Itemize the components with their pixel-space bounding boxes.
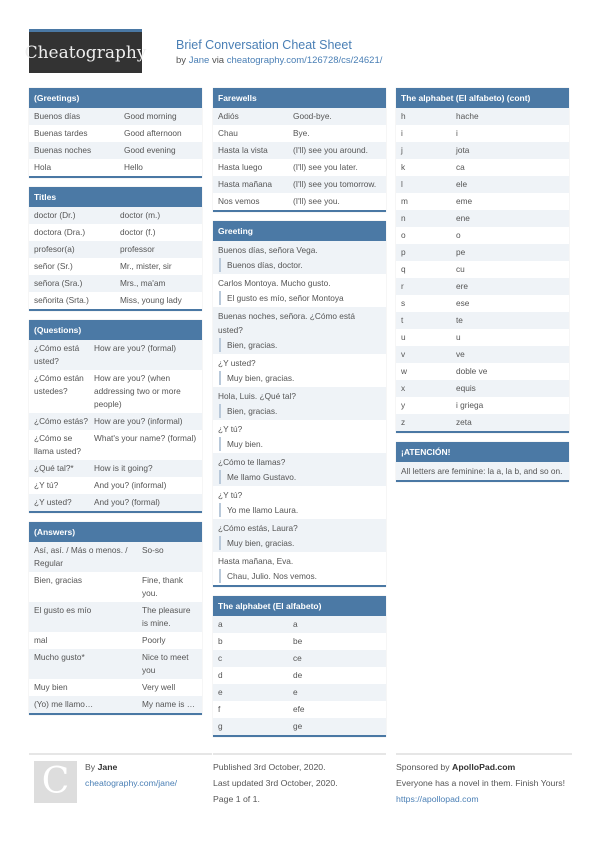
- translation: eme: [456, 196, 473, 206]
- table-row: [29, 370, 202, 413]
- term: b: [218, 636, 223, 646]
- dialog-item: [213, 307, 386, 354]
- table-row: [29, 241, 202, 258]
- table-row: [29, 679, 202, 696]
- table-row: [396, 142, 569, 159]
- term: Buenas noches: [34, 145, 92, 155]
- table-row: [29, 108, 202, 125]
- term: profesor(a): [34, 244, 75, 254]
- dialog-line: ¿Cómo estás, Laura?: [218, 523, 298, 533]
- dialog-line: Buenos días, señora Vega.: [218, 245, 318, 255]
- section-header: Titles: [29, 187, 202, 207]
- table-row: [213, 159, 386, 176]
- dialog-reply: Bien, gracias.: [219, 338, 381, 352]
- table-row: [29, 207, 202, 224]
- dialog-reply: Muy bien, gracias.: [219, 371, 381, 385]
- term: i: [401, 128, 403, 138]
- term: s: [401, 298, 406, 308]
- translation: Very well: [142, 682, 176, 692]
- dialog-reply: Yo me llamo Laura.: [219, 503, 381, 517]
- table-row: [396, 363, 569, 380]
- term: ¿Cómo se llama usted?: [34, 433, 82, 456]
- table-row: [396, 227, 569, 244]
- translation: o: [456, 230, 461, 240]
- page-title: Brief Conversation Cheat Sheet: [176, 38, 352, 52]
- by-label: By: [85, 762, 96, 772]
- translation: de: [293, 670, 303, 680]
- table-row: [213, 142, 386, 159]
- table-row: [396, 295, 569, 312]
- dialog-reply: Bien, gracias.: [219, 404, 381, 418]
- table-row: [29, 258, 202, 275]
- term: f: [218, 704, 221, 714]
- table-row: [396, 397, 569, 414]
- sponsor-tagline: Everyone has a novel in them. Finish Yours!: [396, 778, 566, 789]
- footer-author: [29, 753, 212, 802]
- term: g: [218, 721, 223, 731]
- column-1: [29, 88, 202, 724]
- table-row: [396, 414, 569, 431]
- term: t: [401, 315, 404, 325]
- cheat-section: [396, 88, 569, 433]
- translation: equis: [456, 383, 476, 393]
- table-row: [396, 244, 569, 261]
- table-row: [396, 210, 569, 227]
- table-row: [29, 649, 202, 679]
- table-row: [29, 460, 202, 477]
- table-row: [29, 159, 202, 176]
- cheat-section: [213, 221, 386, 587]
- table-row: [213, 176, 386, 193]
- cheat-section: [29, 187, 202, 311]
- term: Bien, gracias: [34, 575, 82, 585]
- term: a: [218, 619, 223, 629]
- table-row: [396, 346, 569, 363]
- dialog-item: [213, 241, 386, 274]
- section-header: The alphabet (El alfabeto) (cont): [396, 88, 569, 108]
- translation: be: [293, 636, 303, 646]
- table-row: [29, 142, 202, 159]
- author-profile-link[interactable]: cheatography.com/jane/: [85, 778, 178, 789]
- dialog-item: [213, 354, 386, 387]
- translation: How are you? (formal): [94, 343, 177, 353]
- term: ¿Cómo están ustedes?: [34, 373, 84, 396]
- table-row: [29, 125, 202, 142]
- table-row: [213, 718, 386, 735]
- translation: Mr., mister, sir: [120, 261, 172, 271]
- term: Buenos días: [34, 111, 81, 121]
- translation: professor: [120, 244, 155, 254]
- table-row: [29, 602, 202, 632]
- dialog-line: ¿Y tú?: [218, 424, 243, 434]
- table-row: [29, 572, 202, 602]
- term: Hasta luego: [218, 162, 263, 172]
- table-row: [29, 340, 202, 370]
- dialog-item: [213, 420, 386, 453]
- dialog-item: [213, 387, 386, 420]
- term: doctora (Dra.): [34, 227, 86, 237]
- translation: pe: [456, 247, 466, 257]
- term: h: [401, 111, 406, 121]
- translation: ca: [456, 162, 465, 172]
- translation: ele: [456, 179, 468, 189]
- translation: doctor (f.): [120, 227, 156, 237]
- term: ¿Cómo está usted?: [34, 343, 80, 366]
- translation: ge: [293, 721, 303, 731]
- table-row: [396, 278, 569, 295]
- section-header: (Answers): [29, 522, 202, 542]
- updated-date: Last updated 3rd October, 2020.: [213, 778, 338, 789]
- translation: (I'll) see you tomorrow.: [293, 179, 377, 189]
- dialog-line: ¿Y tú?: [218, 490, 243, 500]
- translation: What's your name? (formal): [94, 433, 197, 443]
- dialog-line: Hasta mañana, Eva.: [218, 556, 294, 566]
- translation: And you? (formal): [94, 497, 160, 507]
- term: ¿Y usted?: [34, 497, 72, 507]
- dialog-reply: Muy bien, gracias.: [219, 536, 381, 550]
- term: o: [401, 230, 406, 240]
- note-text: All letters are feminine: la a, la b, and so on.: [396, 462, 569, 480]
- translation: te: [456, 315, 463, 325]
- term: y: [401, 400, 406, 410]
- term: Chau: [218, 128, 238, 138]
- table-row: [213, 125, 386, 142]
- translation: (I'll) see you.: [293, 196, 340, 206]
- translation: cu: [456, 264, 465, 274]
- dialog-reply: El gusto es mío, señor Montoya: [219, 291, 381, 305]
- term: Muy bien: [34, 682, 68, 692]
- translation: ene: [456, 213, 470, 223]
- term: r: [401, 281, 404, 291]
- table-row: [396, 125, 569, 142]
- table-row: [396, 193, 569, 210]
- term: Nos vemos: [218, 196, 260, 206]
- translation: ere: [456, 281, 468, 291]
- term: Hasta la vista: [218, 145, 268, 155]
- table-row: [213, 650, 386, 667]
- translation: Fine, thank you.: [142, 575, 184, 598]
- table-row: [213, 616, 386, 633]
- term: ¿Y tú?: [34, 480, 59, 490]
- cheat-section: [29, 88, 202, 178]
- via-label: via: [211, 55, 225, 66]
- cheatography-logo[interactable]: Cheatography: [29, 29, 142, 73]
- translation: Good afternoon: [124, 128, 182, 138]
- translation: a: [293, 619, 298, 629]
- term: l: [401, 179, 403, 189]
- footer-dates: [213, 753, 386, 808]
- table-row: [396, 329, 569, 346]
- term: ¿Cómo estás?: [34, 416, 88, 426]
- term: señor (Sr.): [34, 261, 73, 271]
- table-row: [396, 261, 569, 278]
- section-header: (Questions): [29, 320, 202, 340]
- column-2: [213, 88, 386, 746]
- translation: How are you? (when addressing two or more people): [94, 373, 181, 409]
- table-row: [29, 413, 202, 430]
- term: p: [401, 247, 406, 257]
- translation: ese: [456, 298, 470, 308]
- translation: My name is …: [142, 699, 196, 709]
- term: m: [401, 196, 408, 206]
- translation: efe: [293, 704, 305, 714]
- term: Hola: [34, 162, 52, 172]
- translation: And you? (informal): [94, 480, 167, 490]
- table-row: [213, 701, 386, 718]
- translation: jota: [456, 145, 470, 155]
- byline: [176, 55, 382, 66]
- cheat-section: [213, 88, 386, 212]
- column-3: [396, 88, 569, 491]
- dialog-item: [213, 453, 386, 486]
- term: El gusto es mío: [34, 605, 92, 615]
- term: mal: [34, 635, 48, 645]
- table-row: [29, 542, 202, 572]
- dialog-item: [213, 519, 386, 552]
- table-row: [29, 275, 202, 292]
- term: j: [401, 145, 403, 155]
- table-row: [29, 430, 202, 460]
- dialog-item: [213, 552, 386, 585]
- author-name: Jane: [97, 762, 118, 772]
- translation: ve: [456, 349, 465, 359]
- term: z: [401, 417, 406, 427]
- section-header: The alphabet (El alfabeto): [213, 596, 386, 616]
- table-row: [396, 380, 569, 397]
- term: doctor (Dr.): [34, 210, 76, 220]
- translation: Mrs., ma'am: [120, 278, 166, 288]
- table-row: [29, 292, 202, 309]
- table-row: [29, 494, 202, 511]
- author-link[interactable]: Jane: [188, 55, 210, 66]
- term: señorita (Srta.): [34, 295, 89, 305]
- dialog-reply: Buenos días, doctor.: [219, 258, 381, 272]
- term: n: [401, 213, 406, 223]
- term: Hasta mañana: [218, 179, 272, 189]
- term: w: [401, 366, 407, 376]
- table-row: [396, 159, 569, 176]
- translation: zeta: [456, 417, 472, 427]
- published-date: Published 3rd October, 2020.: [213, 762, 326, 772]
- dialog-line: ¿Cómo te llamas?: [218, 457, 286, 467]
- translation: Good-bye.: [293, 111, 332, 121]
- translation: i: [456, 128, 458, 138]
- translation: How is it going?: [94, 463, 153, 473]
- term: (Yo) me llamo…: [34, 699, 94, 709]
- sponsor-link[interactable]: https://apollopad.com: [396, 794, 479, 805]
- table-row: [29, 696, 202, 713]
- table-row: [396, 108, 569, 125]
- sheet-url-link[interactable]: cheatography.com/126728/cs/24621/: [226, 55, 383, 66]
- table-row: [213, 667, 386, 684]
- translation: Poorly: [142, 635, 166, 645]
- table-row: [213, 684, 386, 701]
- table-row: [396, 176, 569, 193]
- table-row: [396, 312, 569, 329]
- translation: (I'll) see you around.: [293, 145, 368, 155]
- translation: Bye.: [293, 128, 310, 138]
- term: Así, así. / Más o menos. / Regular: [34, 545, 128, 568]
- dialog-line: Hola, Luis. ¿Qué tal?: [218, 391, 296, 401]
- sponsor-name: ApolloPad.com: [452, 762, 516, 772]
- dialog-reply: Chau, Julio. Nos vemos.: [219, 569, 381, 583]
- translation: (I'll) see you later.: [293, 162, 358, 172]
- translation: doble ve: [456, 366, 488, 376]
- term: Adiós: [218, 111, 239, 121]
- translation: ce: [293, 653, 302, 663]
- footer-sponsor: [396, 753, 572, 808]
- translation: So-so: [142, 545, 164, 555]
- table-row: [213, 108, 386, 125]
- translation: Good evening: [124, 145, 176, 155]
- table-row: [29, 224, 202, 241]
- cheat-section: [213, 596, 386, 737]
- term: Mucho gusto*: [34, 652, 85, 662]
- section-header: (Greetings): [29, 88, 202, 108]
- term: v: [401, 349, 406, 359]
- translation: i griega: [456, 400, 484, 410]
- term: e: [218, 687, 223, 697]
- dialog-reply: Me llamo Gustavo.: [219, 470, 381, 484]
- table-row: [213, 633, 386, 650]
- dialog-item: [213, 274, 386, 307]
- term: c: [218, 653, 223, 663]
- dialog-line: ¿Y usted?: [218, 358, 256, 368]
- term: u: [401, 332, 406, 342]
- translation: e: [293, 687, 298, 697]
- translation: Good morning: [124, 111, 177, 121]
- translation: hache: [456, 111, 479, 121]
- table-row: [29, 477, 202, 494]
- term: q: [401, 264, 406, 274]
- translation: doctor (m.): [120, 210, 161, 220]
- section-header: Farewells: [213, 88, 386, 108]
- translation: u: [456, 332, 461, 342]
- translation: Hello: [124, 162, 143, 172]
- section-header: ¡ATENCIÓN!: [396, 442, 569, 462]
- term: ¿Qué tal?*: [34, 463, 74, 473]
- dialog-item: [213, 486, 386, 519]
- author-avatar: C: [34, 761, 77, 803]
- dialog-reply: Muy bien.: [219, 437, 381, 451]
- translation: Nice to meet you: [142, 652, 189, 675]
- term: d: [218, 670, 223, 680]
- term: k: [401, 162, 406, 172]
- term: señora (Sra.): [34, 278, 83, 288]
- table-row: [213, 193, 386, 210]
- term: x: [401, 383, 406, 393]
- dialog-line: Carlos Montoya. Mucho gusto.: [218, 278, 331, 288]
- translation: The pleasure is mine.: [142, 605, 191, 628]
- translation: How are you? (informal): [94, 416, 183, 426]
- cheat-section: [29, 320, 202, 513]
- sponsored-label: Sponsored by: [396, 762, 450, 772]
- translation: Miss, young lady: [120, 295, 182, 305]
- by-label: by: [176, 55, 187, 66]
- section-header: Greeting: [213, 221, 386, 241]
- page-number: Page 1 of 1.: [213, 794, 260, 805]
- cheat-section: [396, 442, 569, 482]
- dialog-line: Buenas noches, señora. ¿Cómo está usted?: [218, 311, 355, 335]
- term: Buenas tardes: [34, 128, 88, 138]
- table-row: [29, 632, 202, 649]
- cheat-section: [29, 522, 202, 715]
